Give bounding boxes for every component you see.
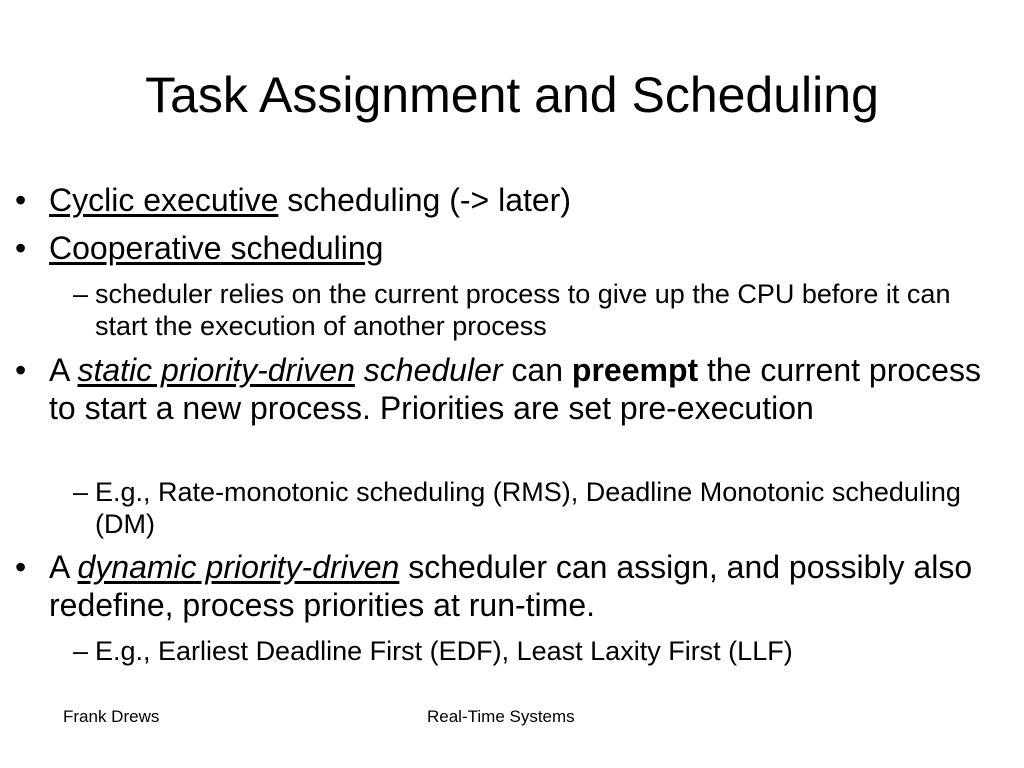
dash-mark: – bbox=[73, 636, 89, 666]
bullet-space bbox=[355, 352, 364, 388]
static-priority-driven-link[interactable]: static priority-driven bbox=[77, 352, 355, 388]
bullet-mid: can bbox=[502, 352, 572, 388]
bullet-text: scheduling (-> later) bbox=[278, 182, 571, 218]
cooperative-scheduling-link[interactable]: Cooperative scheduling bbox=[49, 230, 384, 266]
subbullet-text: scheduler relies on the current process to give up the CPU before it can start the execution of another process bbox=[95, 279, 951, 341]
bullet-mark: • bbox=[15, 182, 27, 218]
bullet-prefix: A bbox=[49, 352, 78, 388]
bullet-prefix: A bbox=[49, 549, 78, 585]
subbullet-dynamic-examples bbox=[73, 635, 990, 667]
scheduler-term: scheduler bbox=[363, 352, 503, 388]
bullet-mark: • bbox=[15, 230, 27, 266]
bullet-text: the current process to start a new process. Priorities are set pre-execution bbox=[49, 352, 981, 426]
bullet-static-priority bbox=[15, 351, 984, 427]
slide-title: Task Assignment and Scheduling bbox=[145, 67, 879, 123]
dynamic-priority-driven-link[interactable]: dynamic priority-driven bbox=[77, 549, 400, 585]
bullet-mark: • bbox=[15, 352, 27, 388]
footer-author: Frank Drews bbox=[63, 707, 160, 726]
bullet-cyclic-executive bbox=[15, 181, 984, 219]
subbullet-text: E.g., Earliest Deadline First (EDF), Least Laxity First (LLF) bbox=[95, 636, 793, 666]
subbullet-static-examples bbox=[73, 476, 990, 540]
preempt-term: preempt bbox=[571, 352, 699, 388]
bullet-dynamic-priority bbox=[15, 548, 984, 624]
subbullet-text: E.g., Rate-monotonic scheduling (RMS), Deadline Monotonic scheduling (DM) bbox=[95, 477, 961, 539]
dash-mark: – bbox=[73, 477, 89, 507]
footer-course: Real-Time Systems bbox=[427, 707, 575, 726]
dash-mark: – bbox=[73, 279, 89, 309]
cyclic-executive-link[interactable]: Cyclic executive bbox=[49, 182, 279, 218]
bullet-text: scheduler can assign, and possibly also redefine, process priorities at run-time. bbox=[49, 549, 973, 623]
bullet-cooperative-scheduling bbox=[15, 229, 984, 267]
bullet-mark: • bbox=[15, 549, 27, 585]
subbullet-cooperative bbox=[73, 278, 990, 342]
